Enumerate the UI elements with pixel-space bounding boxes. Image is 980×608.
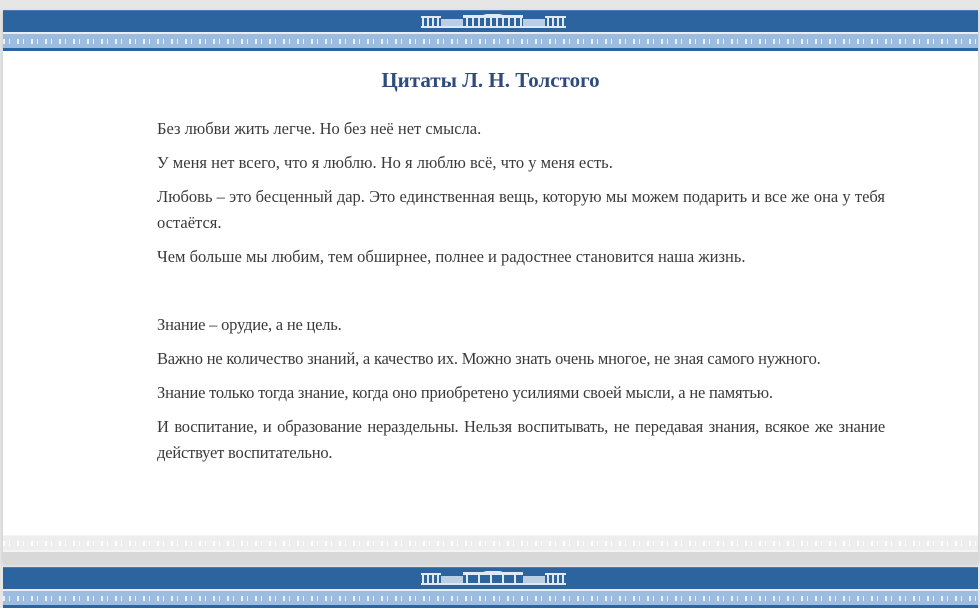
header-band [3, 10, 978, 32]
quote: У меня нет всего, что я люблю. Но я люблю всё, что у меня есть. [157, 153, 613, 172]
quote: И воспитание, и образование нераздельны. Нельзя воспитывать, не передавая знания, всякое же знание действует воспитательно. [157, 417, 885, 462]
quotes-love [157, 116, 885, 278]
quote: Без любви жить легче. Но без неё нет смысла. [157, 119, 482, 138]
quote: Знание только тогда знание, когда оно приобретено усилиями своей мысли, а не памятью. [157, 383, 773, 402]
meander-border [3, 589, 978, 608]
meander-border-gray [3, 535, 978, 552]
quote: Любовь – это бесценный дар. Это единственная вещь, которую мы можем подарить и все же она у тебя остаётся. [157, 187, 885, 232]
quotes-knowledge [157, 312, 885, 474]
quote: Важно не количество знаний, а качество их. Можно знать очень многое, не зная самого нужного. [157, 349, 821, 368]
quote: Знание – орудие, а не цель. [157, 315, 342, 334]
header-band [3, 567, 978, 589]
building-logo-icon [421, 14, 566, 29]
slide-current [3, 10, 978, 562]
footer-shadow [3, 552, 978, 564]
page-title: Цитаты Л. Н. Толстого [381, 68, 600, 92]
slide-next [3, 567, 978, 607]
building-logo-icon [421, 571, 566, 586]
meander-border [3, 32, 978, 51]
quote: Чем больше мы любим, тем обширнее, полнее и радостнее становится наша жизнь. [157, 247, 746, 266]
footer-border [3, 535, 978, 564]
